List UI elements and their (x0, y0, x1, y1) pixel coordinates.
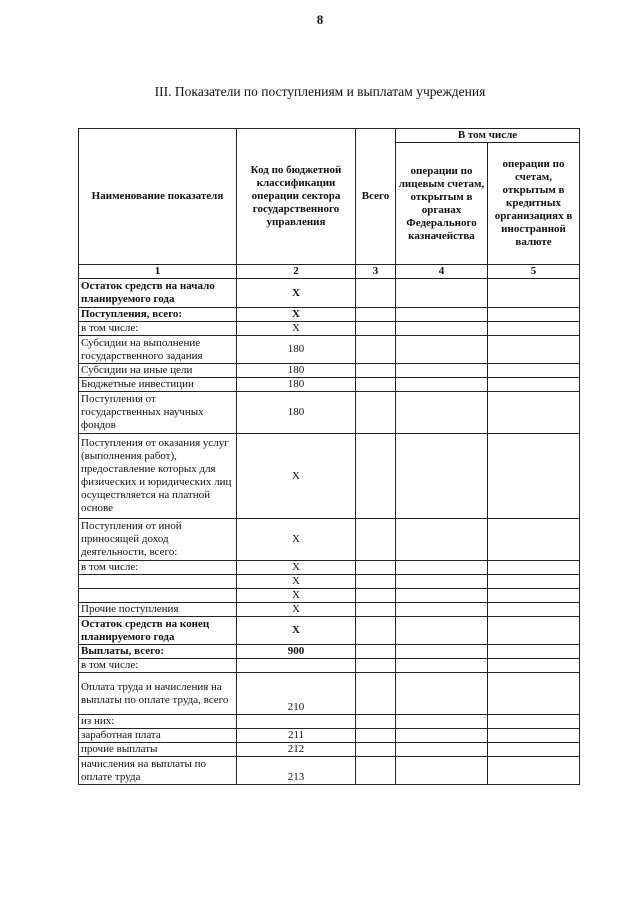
row-total (356, 336, 396, 364)
row-name: Остаток средств на конец планируемого года (79, 617, 237, 645)
row-treasury (396, 308, 488, 322)
row-code: Х (237, 322, 356, 336)
table-row (79, 645, 580, 659)
table-row (79, 603, 580, 617)
row-code: 180 (237, 364, 356, 378)
row-credit (488, 392, 580, 434)
row-credit (488, 659, 580, 673)
row-total (356, 378, 396, 392)
row-treasury (396, 364, 488, 378)
row-credit (488, 617, 580, 645)
table-row (79, 561, 580, 575)
row-name: Оплата труда и начисления на выплаты по оплате труда, всего (79, 673, 237, 715)
row-code: Х (237, 603, 356, 617)
row-treasury (396, 561, 488, 575)
table-row (79, 589, 580, 603)
row-code: Х (237, 279, 356, 308)
row-name: Субсидии на иные цели (79, 364, 237, 378)
row-code (237, 659, 356, 673)
table-row (79, 729, 580, 743)
table-row (79, 308, 580, 322)
table-row (79, 743, 580, 757)
table-row (79, 673, 580, 715)
row-treasury (396, 715, 488, 729)
row-credit (488, 673, 580, 715)
row-credit (488, 575, 580, 589)
row-name: прочие выплаты (79, 743, 237, 757)
table-row (79, 659, 580, 673)
row-code: 180 (237, 378, 356, 392)
row-treasury (396, 659, 488, 673)
header-code: Код по бюджетной классификации операции сектора государственного управления (237, 129, 356, 265)
row-credit (488, 603, 580, 617)
row-total (356, 519, 396, 561)
row-name: в том числе: (79, 561, 237, 575)
row-credit (488, 715, 580, 729)
row-code: 210 (237, 673, 356, 715)
row-total (356, 673, 396, 715)
row-treasury (396, 378, 488, 392)
row-credit (488, 757, 580, 785)
table-body (79, 279, 580, 785)
row-total (356, 617, 396, 645)
row-credit (488, 378, 580, 392)
row-treasury (396, 322, 488, 336)
row-credit (488, 279, 580, 308)
table-row (79, 364, 580, 378)
header-name: Наименование показателя (79, 129, 237, 265)
row-total (356, 364, 396, 378)
row-credit (488, 336, 580, 364)
row-total (356, 322, 396, 336)
row-total (356, 575, 396, 589)
row-code: Х (237, 434, 356, 519)
column-number: 1 (79, 265, 237, 279)
table-row (79, 322, 580, 336)
row-treasury (396, 589, 488, 603)
row-credit (488, 743, 580, 757)
row-name: в том числе: (79, 659, 237, 673)
row-credit (488, 645, 580, 659)
table-row (79, 378, 580, 392)
row-total (356, 589, 396, 603)
row-total (356, 729, 396, 743)
row-total (356, 561, 396, 575)
row-name: Остаток средств на начало планируемого года (79, 279, 237, 308)
row-code: Х (237, 519, 356, 561)
column-number: 4 (396, 265, 488, 279)
row-total (356, 645, 396, 659)
row-name: Поступления от оказания услуг (выполнения работ), предоставление которых для физических и юридических лиц осуществляется на платной основе (79, 434, 237, 519)
column-numbers-row (79, 265, 580, 279)
header-total: Всего (356, 129, 396, 265)
row-treasury (396, 673, 488, 715)
header-credit: операции по счетам, открытым в кредитных организациях в иностранной валюте (488, 143, 580, 265)
row-total (356, 757, 396, 785)
table-row (79, 715, 580, 729)
row-treasury (396, 519, 488, 561)
table-row (79, 519, 580, 561)
row-total (356, 308, 396, 322)
row-name: Поступления от иной приносящей доход деятельности, всего: (79, 519, 237, 561)
header-treasury: операции по лицевым счетам, открытым в органах Федерального казначейства (396, 143, 488, 265)
row-treasury (396, 645, 488, 659)
row-code: 180 (237, 392, 356, 434)
row-total (356, 659, 396, 673)
row-credit (488, 589, 580, 603)
row-credit (488, 561, 580, 575)
row-credit (488, 519, 580, 561)
row-treasury (396, 729, 488, 743)
table-row (79, 617, 580, 645)
row-credit (488, 434, 580, 519)
section-title: III. Показатели по поступлениям и выплатам учреждения (154, 84, 486, 99)
row-treasury (396, 617, 488, 645)
row-name: Поступления, всего: (79, 308, 237, 322)
row-name: Субсидии на выполнение государственного задания (79, 336, 237, 364)
table-row (79, 336, 580, 364)
row-code (237, 715, 356, 729)
row-name (79, 589, 237, 603)
row-code: Х (237, 589, 356, 603)
header-group: В том числе (396, 129, 580, 143)
column-number: 3 (356, 265, 396, 279)
row-code: Х (237, 617, 356, 645)
row-code: 212 (237, 743, 356, 757)
row-total (356, 279, 396, 308)
row-treasury (396, 392, 488, 434)
row-treasury (396, 434, 488, 519)
row-code: 900 (237, 645, 356, 659)
row-name: в том числе: (79, 322, 237, 336)
row-code: Х (237, 575, 356, 589)
indicators-table (78, 128, 580, 785)
table-row (79, 434, 580, 519)
table-header (79, 129, 580, 279)
row-code: 211 (237, 729, 356, 743)
row-total (356, 434, 396, 519)
row-name: заработная плата (79, 729, 237, 743)
row-name (79, 575, 237, 589)
row-total (356, 715, 396, 729)
row-credit (488, 364, 580, 378)
row-code: Х (237, 561, 356, 575)
column-number: 5 (488, 265, 580, 279)
table-row (79, 757, 580, 785)
row-treasury (396, 279, 488, 308)
table-row (79, 392, 580, 434)
row-credit (488, 729, 580, 743)
row-code: Х (237, 308, 356, 322)
row-credit (488, 322, 580, 336)
row-name: Выплаты, всего: (79, 645, 237, 659)
table-row (79, 279, 580, 308)
page-number: 8 (316, 12, 324, 27)
column-number: 2 (237, 265, 356, 279)
row-treasury (396, 336, 488, 364)
row-name: Поступления от государственных научных фондов (79, 392, 237, 434)
row-treasury (396, 743, 488, 757)
row-treasury (396, 603, 488, 617)
row-total (356, 603, 396, 617)
row-code: 213 (237, 757, 356, 785)
row-total (356, 392, 396, 434)
row-treasury (396, 575, 488, 589)
row-name: Прочие поступления (79, 603, 237, 617)
row-credit (488, 308, 580, 322)
table-row (79, 575, 580, 589)
row-name: Бюджетные инвестиции (79, 378, 237, 392)
row-treasury (396, 757, 488, 785)
row-name: начисления на выплаты по оплате труда (79, 757, 237, 785)
row-code: 180 (237, 336, 356, 364)
row-total (356, 743, 396, 757)
row-name: из них: (79, 715, 237, 729)
